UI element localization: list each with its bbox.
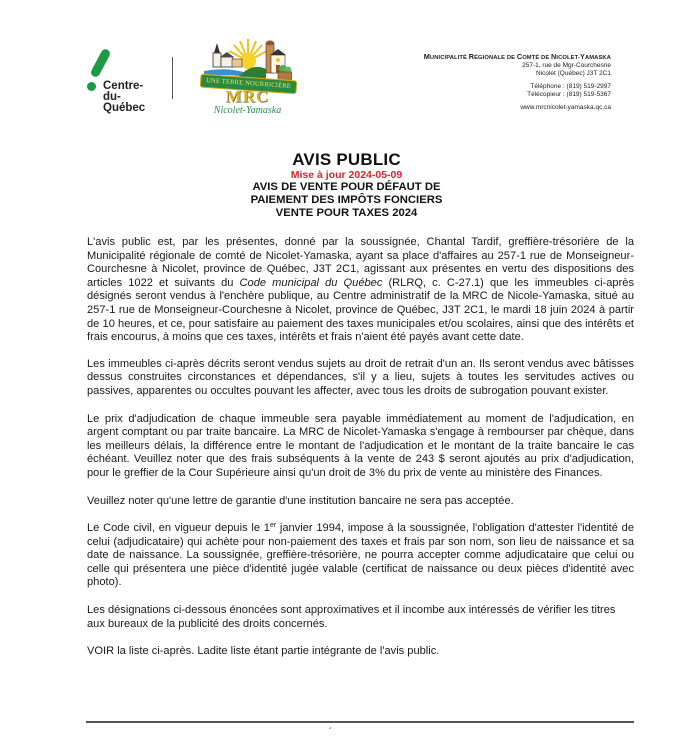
code-reference: Code municipal du Québec (239, 276, 383, 289)
subtitle-line: PAIEMENT DES IMPÔTS FONCIERS (250, 194, 443, 206)
exclamation-dot-icon (87, 82, 96, 91)
mrc-script-name: Nicolet-Yamaska (213, 105, 282, 116)
paragraph-see-list: VOIR la liste ci-après. Ladite liste étant partie intégrante de l'avis public. (87, 645, 440, 658)
mrc-letters: MRC (225, 87, 270, 106)
paragraph-payment: Le prix d'adjudication de chaque immeuble sera payable immédiatement au moment de l'adjudication, en argent comptant ou par traite bancaire. La MRC de Nicolet-Yamaska s'engage à rembourser par chèque, dans les meilleurs délais, la différence entre le montant de l'adjudication et le montant de la traite bancaire le cas échéant. Veuillez noter que des frais subséquents à la vente de 243 $ seront ajoutés au prix d'adjudication, pour le greffier de la Cour Supérieure ainsi qu'un droit de 3% du prix de vente au ministère des Finances. (87, 412, 634, 479)
subtitle-line: VENTE POUR TAXES 2024 (275, 207, 418, 219)
mrc-nicolet-yamaska-logo (200, 39, 295, 119)
paragraph-conditions: Les immeubles ci-après décrits seront vendus sujets au droit de retrait d'un an. Ils seront vendus avec bâtisses dessus construites circonstances et dépendances, s'il y a lieu, sujets à toutes les servitudes actives ou passives, apparentes ou occultes pouvant les affecter, avec tous les droits de subrogation pouvant exister. (87, 357, 634, 397)
address-line: Nicolet (Québec) J3T 2C1 (535, 70, 611, 77)
centre-du-quebec-wordmark (103, 81, 145, 114)
logo-divider (172, 57, 173, 99)
wordmark-line: du- (103, 91, 121, 103)
phone-number: Téléphone : (819) 519-2997 (530, 83, 611, 90)
paragraph-designations: Les désignations ci-dessous énoncées sont approximatives et il incombe aux intéressés de vérifier les titres aux bureaux de la publicité des droits concernés. (87, 604, 616, 630)
notice-body (87, 236, 634, 673)
paragraph-identity: Le Code civil, en vigueur depuis le 1er janvier 1994, impose à la soussignée, l'obligation d'attester l'identité de celui (adjudicataire) qui achète pour non-paiement des taxes et frais par son nom, son lieu de naissance et sa date de naissance. La soussignée, greffière-trésorière, ne pourra accepter comme adjudicataire que celui ou celle qui présentera une pièce d'identité jugée valable (certificat de naissance ou deux pièces d'identité avec photo). (87, 522, 634, 589)
fax-number: Télécopieur : (819) 519-5367 (527, 91, 611, 98)
wordmark-line: Québec (103, 102, 146, 114)
subtitle-line: AVIS DE VENTE POUR DÉFAUT DE (252, 181, 441, 193)
address-line: 257-1, rue de Mgr-Courchesne (522, 62, 611, 69)
paragraph-guarantee: Veuillez noter qu'une lettre de garantie d'une institution bancaire ne sera pas acceptée. (87, 494, 514, 507)
update-date: Mise à jour 2024-05-09 (290, 169, 403, 181)
centre-du-quebec-logo (84, 44, 164, 114)
website-link[interactable]: www.mrcnicolet-yamaska.qc.ca (520, 104, 611, 111)
organization-name: MUNICIPALITÉ RÉGIONALE DE COMTÉ DE NICOLET-YAMASKA (423, 52, 611, 61)
horizontal-rule (86, 721, 634, 723)
cut-off-text: ´ (329, 727, 333, 738)
mrc-slogan-banner: UNE TERRE NOURRICIÈRE (200, 74, 298, 95)
organization-contact-block (424, 53, 611, 112)
exclamation-bar-icon (89, 48, 111, 79)
wordmark-line: Centre- (103, 80, 144, 92)
notice-title-block (0, 150, 693, 220)
page-title: AVIS PUBLIC (292, 150, 401, 169)
paragraph-intro: L'avis public est, par les présentes, donné par la soussignée, Chantal Tardif, greffière-trésorière de la Municipalité régionale de comté de Nicolet-Yamaska, ayant sa place d'affaires au 257-1 rue de Monseigneur- Courchesne à Nicolet, province de Québec, J3T 2C1, agissant aux présentes en vertu des dispositions des articles 1022 et suivants du Code municipal du Québec (RLRQ, c. C-27.1) que les immeubles ci-après désignés seront vendus à l'enchère publique, au Centre administratif de la MRC de Nicole-Yamaska, situé au 257-1 rue de Monseigneur-Courchesne à Nicolet, province de Québec, J3T 2C1, le mardi 18 juin 2024 à partir de 10 heures, et ce, pour satisfaire au paiement des taxes municipales et/ou scolaires, ainsi que des intérêts et frais encourus, à moins que ces taxes, intérêts et frais n'aient été payés avant cette date. (87, 236, 634, 344)
